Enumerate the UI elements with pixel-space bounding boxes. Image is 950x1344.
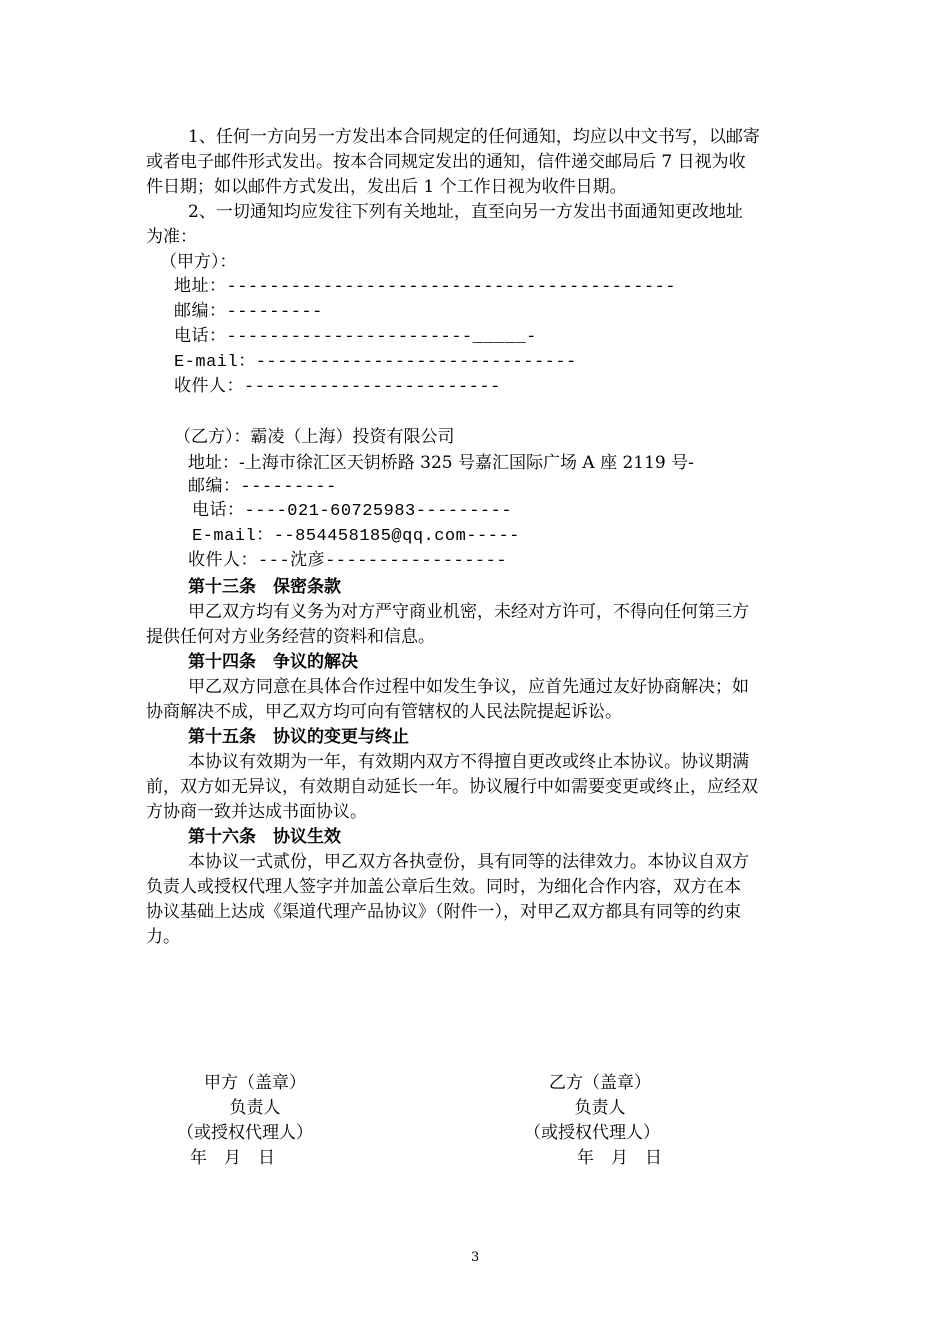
party-a-header: （甲方）： (160, 252, 237, 272)
party-a-address: 地址：------------------------------------------ (174, 278, 676, 297)
party-a-phone: 电话：-----------------------_____- (174, 328, 537, 347)
party-b-agent: （或授权代理人） (524, 1123, 660, 1143)
article-14-line-2: 协商解决不成，甲乙双方均可向有管辖权的人民法院提起诉讼。 (146, 702, 622, 722)
page-number: 3 (471, 1250, 480, 1265)
article-15-line-2: 前，双方如无异议，有效期自动延长一年。协议履行中如需要变更或终止，应经双 (146, 777, 758, 797)
article-15-title: 第十五条 协议的变更与终止 (188, 727, 409, 747)
party-b-recipient: 收件人：---沈彦----------------- (188, 552, 508, 571)
article-14-line-1: 甲乙双方同意在具体合作过程中如发生争议，应首先通过友好协商解决；如 (188, 677, 749, 697)
article-16-title: 第十六条 协议生效 (188, 827, 341, 847)
article-16-line-4: 力。 (146, 927, 180, 947)
party-b-phone: 电话：----021-60725983--------- (192, 502, 513, 521)
party-a-recipient: 收件人：------------------------ (174, 378, 501, 397)
notice-line-3: 件日期；如以邮件方式发出，发出后 1 个工作日视为收件日期。 (146, 177, 627, 197)
article-16-line-1: 本协议一式贰份，甲乙双方各执壹份，具有同等的法律效力。本协议自双方 (188, 852, 749, 872)
article-16-line-2: 负责人或授权代理人签字并加盖公章后生效。同时，为细化合作内容，双方在本 (146, 877, 741, 897)
article-15-line-1: 本协议有效期为一年，有效期内双方不得擅自更改或终止本协议。协议期满 (188, 752, 749, 772)
notice-line-4: 2、一切通知均应发往下列有关地址，直至向另一方发出书面通知更改地址 (188, 202, 743, 222)
article-15-line-3: 方协商一致并达成书面协议。 (146, 802, 367, 822)
notice-line-2: 或者电子邮件形式发出。按本合同规定发出的通知，信件递交邮局后 7 日视为收 (146, 152, 746, 172)
party-a-postcode: 邮编：--------- (174, 303, 323, 322)
party-b-date: 年 月 日 (577, 1148, 662, 1168)
article-14-title: 第十四条 争议的解决 (188, 652, 358, 672)
party-a-date: 年 月 日 (190, 1148, 275, 1168)
article-13-title: 第十三条 保密条款 (188, 577, 341, 597)
party-a-email: E-mail：------------------------------ (174, 353, 577, 372)
party-b-email: E-mail：--854458185@qq.com----- (192, 527, 520, 546)
article-16-line-3: 协议基础上达成《渠道代理产品协议》（附件一），对甲乙双方都具有同等的约束 (146, 902, 741, 922)
article-13-line-1: 甲乙双方均有义务为对方严守商业机密，未经对方许可，不得向任何第三方 (188, 602, 749, 622)
party-b-seal: 乙方（盖章） (549, 1073, 651, 1093)
notice-line-1: 1、任何一方向另一方发出本合同规定的任何通知，均应以中文书写，以邮寄 (188, 127, 760, 147)
party-a-person: 负责人 (229, 1098, 281, 1118)
party-a-seal: 甲方（盖章） (204, 1073, 306, 1093)
party-b-header: （乙方）：霸凌（上海）投资有限公司 (174, 427, 455, 447)
party-b-person: 负责人 (574, 1098, 626, 1118)
article-13-line-2: 提供任何对方业务经营的资料和信息。 (146, 627, 435, 647)
party-b-address: 地址：-上海市徐汇区天钥桥路 325 号嘉汇国际广场 A 座 2119 号- (188, 453, 694, 473)
notice-line-5: 为准： (146, 227, 197, 247)
party-b-postcode: 邮编：--------- (188, 478, 337, 497)
party-a-agent: （或授权代理人） (177, 1123, 313, 1143)
